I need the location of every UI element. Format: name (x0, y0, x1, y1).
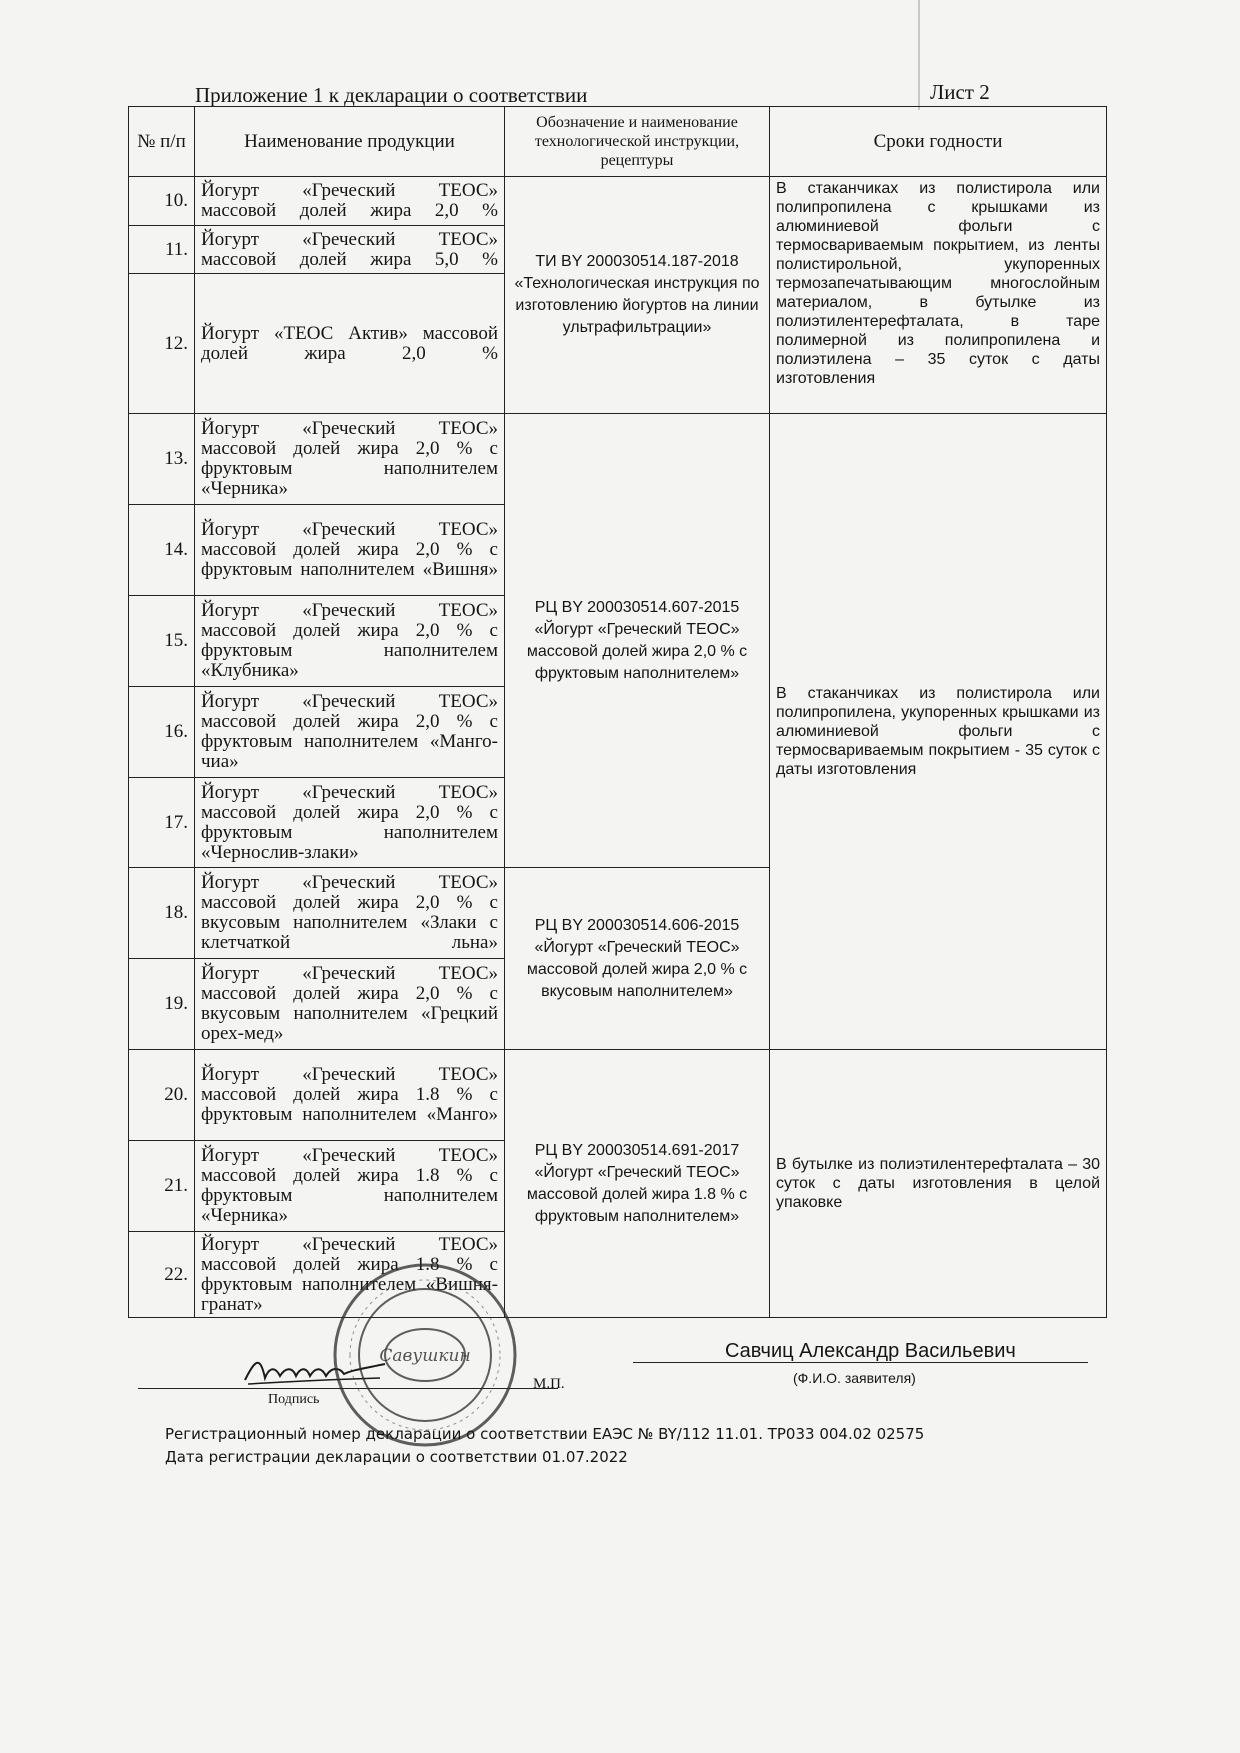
scan-edge-line (918, 0, 920, 110)
instruction-cell: РЦ BY 200030514.691-2017 «Йогурт «Греческий ТЕОС» массовой долей жира 1.8 % с фруктовым наполнителем» (505, 1050, 770, 1318)
product-name: Йогурт «Греческий ТЕОС» массовой долей жира 1.8 % с фруктовым наполнителем «Черника» (195, 1141, 505, 1232)
product-name: Йогурт «Греческий ТЕОС» массовой долей жира 2,0 % с фруктовым наполнителем «Черника» (195, 414, 505, 505)
stamp-label: М.П. (533, 1376, 565, 1392)
table-row (129, 414, 1107, 505)
product-name: Йогурт «Греческий ТЕОС» массовой долей жира 1.8 % с фруктовым наполнителем «Вишня-гранат» (195, 1232, 505, 1318)
appendix-title: Приложение 1 к декларации о соответствии (195, 83, 588, 107)
product-name: Йогурт «ТЕОС Актив» массовой долей жира 2,0 % (195, 274, 505, 414)
sheet-number: Лист 2 (930, 80, 990, 104)
row-number: 18. (129, 868, 195, 959)
applicant-label: (Ф.И.О. заявителя) (793, 1370, 916, 1386)
product-name: Йогурт «Греческий ТЕОС» массовой долей жира 2,0 % с вкусовым наполнителем «Злаки с клетчаткой льна» (195, 868, 505, 959)
product-name: Йогурт «Греческий ТЕОС» массовой долей жира 2,0 % с фруктовым наполнителем «Манго-чиа» (195, 687, 505, 778)
row-number: 11. (129, 226, 195, 274)
column-header-number: № п/п (129, 107, 195, 177)
instruction-cell: РЦ BY 200030514.606-2015 «Йогурт «Греческий ТЕОС» массовой долей жира 2,0 % с вкусовым наполнителем» (505, 868, 770, 1050)
shelf-life-cell: В стаканчиках из полистирола или полипропилена с крышками из алюминиевой фольги с термосвариваемым покрытием, из ленты полистирольной, укупоренных термозапечатывающим многослойным материалом, в бутылке из полиэтилентерефталата, в таре полимерной из полипропилена и полиэтилена – 35 суток с даты изготовления (770, 177, 1107, 414)
company-stamp (330, 1260, 520, 1450)
row-number: 16. (129, 687, 195, 778)
product-name: Йогурт «Греческий ТЕОС» массовой долей жира 1.8 % с фруктовым наполнителем «Манго» (195, 1050, 505, 1141)
row-number: 22. (129, 1232, 195, 1318)
row-number: 13. (129, 414, 195, 505)
instruction-cell: ТИ BY 200030514.187-2018 «Технологическая инструкция по изготовлению йогуртов на линии ультрафильтрации» (505, 177, 770, 414)
products-table (128, 106, 1107, 1318)
row-number: 20. (129, 1050, 195, 1141)
column-header-shelf-life: Сроки годности (770, 107, 1107, 177)
registration-number: Регистрационный номер декларации о соответствии ЕАЭС № BY/112 11.01. ТР033 004.02 02575 (165, 1425, 925, 1443)
table-row (129, 1050, 1107, 1141)
table-row (129, 177, 1107, 226)
column-header-instruction: Обозначение и наименование технологической инструкции, рецептуры (505, 107, 770, 177)
row-number: 17. (129, 778, 195, 868)
shelf-life-cell: В бутылке из полиэтилентерефталата – 30 суток с даты изготовления в целой упаковке (770, 1050, 1107, 1318)
row-number: 15. (129, 596, 195, 687)
product-name: Йогурт «Греческий ТЕОС» массовой долей жира 2,0 % с фруктовым наполнителем «Чернослив-злаки» (195, 778, 505, 868)
product-name: Йогурт «Греческий ТЕОС» массовой долей жира 2,0 % с вкусовым наполнителем «Грецкий орех-мед» (195, 959, 505, 1050)
product-name: Йогурт «Греческий ТЕОС» массовой долей жира 2,0 % с фруктовым наполнителем «Клубника» (195, 596, 505, 687)
registration-date: Дата регистрации декларации о соответствии 01.07.2022 (165, 1448, 628, 1466)
row-number: 19. (129, 959, 195, 1050)
row-number: 10. (129, 177, 195, 226)
shelf-life-cell: В стаканчиках из полистирола или полипропилена, укупоренных крышками из алюминиевой фольги с термосвариваемым покрытием - 35 суток с даты изготовления (770, 414, 1107, 1050)
row-number: 12. (129, 274, 195, 414)
product-name: Йогурт «Греческий ТЕОС» массовой долей жира 2,0 % (195, 177, 505, 226)
stamp-logo-text: Савушкин (379, 1346, 471, 1366)
applicant-name: Савчиц Александр Васильевич (725, 1340, 1016, 1362)
column-header-product-name: Наименование продукции (195, 107, 505, 177)
row-number: 21. (129, 1141, 195, 1232)
row-number: 14. (129, 505, 195, 596)
product-name: Йогурт «Греческий ТЕОС» массовой долей жира 2,0 % с фруктовым наполнителем «Вишня» (195, 505, 505, 596)
applicant-name-line (633, 1362, 1088, 1363)
product-name: Йогурт «Греческий ТЕОС» массовой долей жира 5,0 % (195, 226, 505, 274)
instruction-cell: РЦ BY 200030514.607-2015 «Йогурт «Греческий ТЕОС» массовой долей жира 2,0 % с фруктовым наполнителем» (505, 414, 770, 868)
signature-label: Подпись (268, 1392, 320, 1407)
table-header-row (129, 107, 1107, 177)
